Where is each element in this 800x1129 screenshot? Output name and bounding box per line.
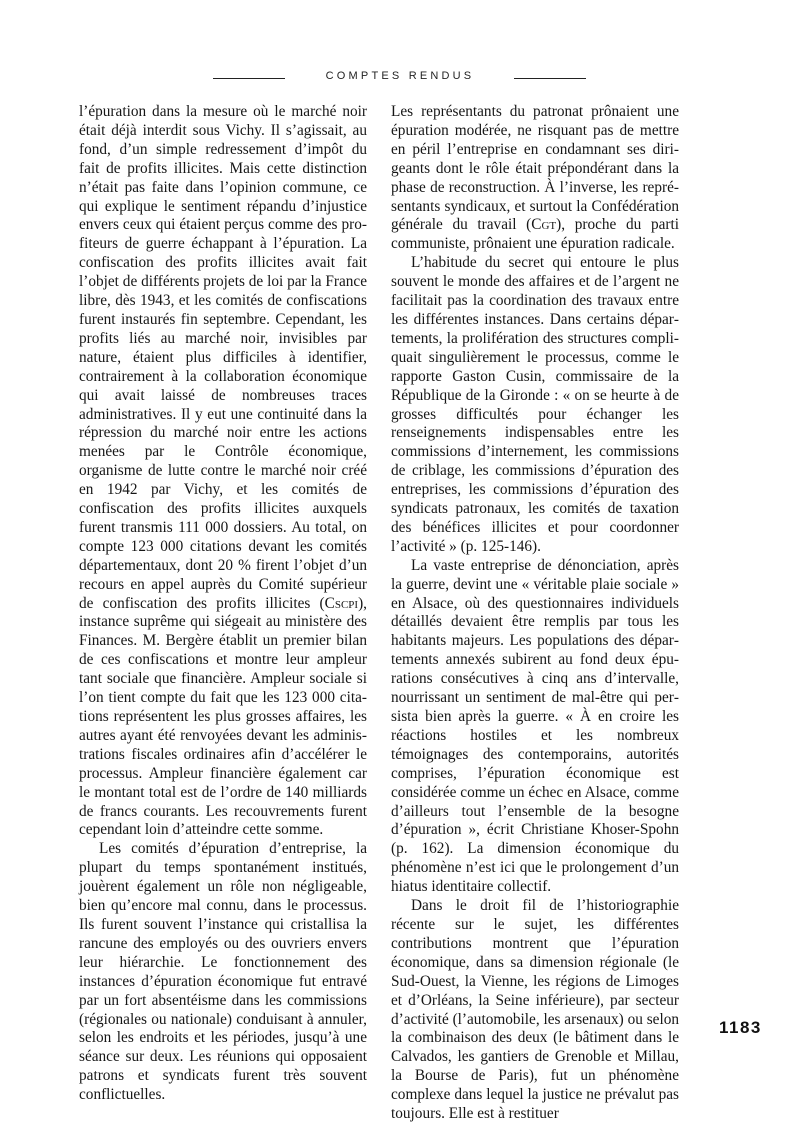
- right-paragraph-1-text: Les représentants du patronat prônaient une épuration modérée, ne risquant pas de mettre en péril l’entreprise en condamnant ses dirigeants dont le rôle était prépondérant dans la phase de reconstruction. À l’inverse, les représentants syndicaux, et surtout la Confédération générale du travail (: [391, 103, 679, 234]
- cgt-abbreviation: Cgt: [531, 216, 557, 234]
- page-number: 1183: [719, 1018, 762, 1037]
- right-paragraph-1: [391, 103, 679, 254]
- right-paragraph-3: La vaste entreprise de dénonciation, après la guerre, devint une « véritable plaie sociale » en Alsace, où des questionnaires individuels détaillés devaient être remplis par tous les habitants majeurs. Les populations des départements annexés subirent au fond deux épurations consécutives à cinq ans d’intervalle, nourrissant un sentiment de mal-être qui persista bien après la guerre. « À en croire les réactions hostiles et les nombreux témoignages des contemporains, autorités comprises, l’épuration économique est considérée comme un échec en Alsace, comme d’ailleurs tout l’ensemble de la besogne d’épuration », écrit Christiane Khoser-Spohn (p. 162). La dimension économique du phénomène n’est ici que le prolongement d’un hiatus identitaire collectif.: [391, 556, 679, 896]
- left-paragraph-2: Les comités d’épuration d’entreprise, la plupart du temps spontanément institués, jouèrent également un rôle non négligeable, bien qu’encore mal connu, dans le processus. Ils furent souvent l’instance qui cristallisa la rancune des employés ou des ouvriers envers leur hiérarchie. Le fonctionnement des instances d’épuration économique fut entravé par un fort absentéisme dans les commissions (régionales ou nationale) conduisant à annuler, selon les endroits et les périodes, jusqu’à une séance sur deux. Les réunions qui opposaient patrons et syndicats furent très souvent conflictuelles.: [79, 840, 367, 1104]
- cscpi-abbreviation: Cscpi: [324, 594, 359, 612]
- running-header: [0, 70, 800, 88]
- right-paragraph-4: Dans le droit fil de l’historiographie récente sur le sujet, les différentes contributions montrent que l’épuration économique, dans sa dimension régionale (le Sud-Ouest, la Vienne, les régions de Limoges et d’Orléans, la Seine inférieure), par secteur d’activité (l’automobile, les arsenaux) ou selon la combinaison des deux (le bâtiment dans le Calvados, les gantiers de Grenoble et Millau, la Bourse de Paris), fut un phénomène complexe dans lequel la justice ne prévalut pas toujours. Elle est à restituer: [391, 897, 679, 1123]
- left-column: [79, 103, 367, 1105]
- right-paragraph-1-end: ), proche du parti communiste, prônaient une épuration radicale.: [391, 216, 680, 253]
- right-paragraph-2: L’habitude du secret qui entoure le plus souvent le monde des affaires et de l’argent ne facilitait pas la coordination des travaux entre les différentes instances. Dans certains départements, la prolifération des structures compliquait singulièrement le processus, comme le rapporte Gaston Cusin, commissaire de la République de la Gironde : « on se heurte à de grosses difficultés pour échanger les renseignements indispensables entre les commissions d’internement, les commissions de criblage, les commissions d’épuration des entreprises, les commissions d’épuration des syndicats patronaux, les comités de taxation des bénéfices illicites et pour coordonner l’activité » (p. 125-146).: [391, 254, 679, 555]
- left-paragraph-1: [79, 103, 367, 840]
- right-column: [391, 103, 679, 1124]
- header-rule-right: [514, 78, 586, 79]
- header-title: COMPTES RENDUS: [325, 70, 475, 82]
- left-paragraph-1-end: ), instance suprême qui siégeait au ministère des Finances. M. Bergère établit un premier bilan de ces confiscations et montre leur ampleur tant sociale que financière. Ampleur sociale si l’on tient compte du fait que les 123 000 citations représentent les plus grosses affaires, les autres ayant été renvoyées devant les administrations fiscales ordinaires afin d’accélérer le processus. Ampleur financière également car le montant total est de l’ordre de 140 milliards de francs courants. Les recouvrements furent cependant loin d’atteindre cette somme.: [79, 594, 367, 839]
- left-paragraph-1-text: l’épuration dans la mesure où le marché noir était déjà interdit sous Vichy. Il s’agissait, au fond, d’un simple redressement d’impôt du fait de profits illicites. Mais cette distinction n’était pas faite dans l’opinion commune, ce qui explique le sentiment répandu d’injustice envers ceux qui étaient perçus comme des profiteurs de guerre échappant à l’épuration. La confiscation des profits illicites avait fait l’objet de différents projets de loi par la France libre, dès 1943, et les comités de confiscations furent instaurés fin septembre. Cependant, les profits liés au marché noir, invisibles par nature, étaient plus difficiles à identifier, contrairement à la collaboration économique qui avait laissé de nombreuses traces administratives. Il y eut une continuité dans la répression du marché noir entre les actions menées par le Contrôle économique, organisme de lutte contre le marché noir créé en 1942 par Vichy, et les comités de confiscation des profits illicites auxquels furent transmis 111 000 dossiers. Au total, on compte 123 000 citations devant les comités départementaux, dont 20 % firent l’objet d’un recours en appel auprès du Comité supérieur de confiscation des profits illicites (: [79, 103, 367, 612]
